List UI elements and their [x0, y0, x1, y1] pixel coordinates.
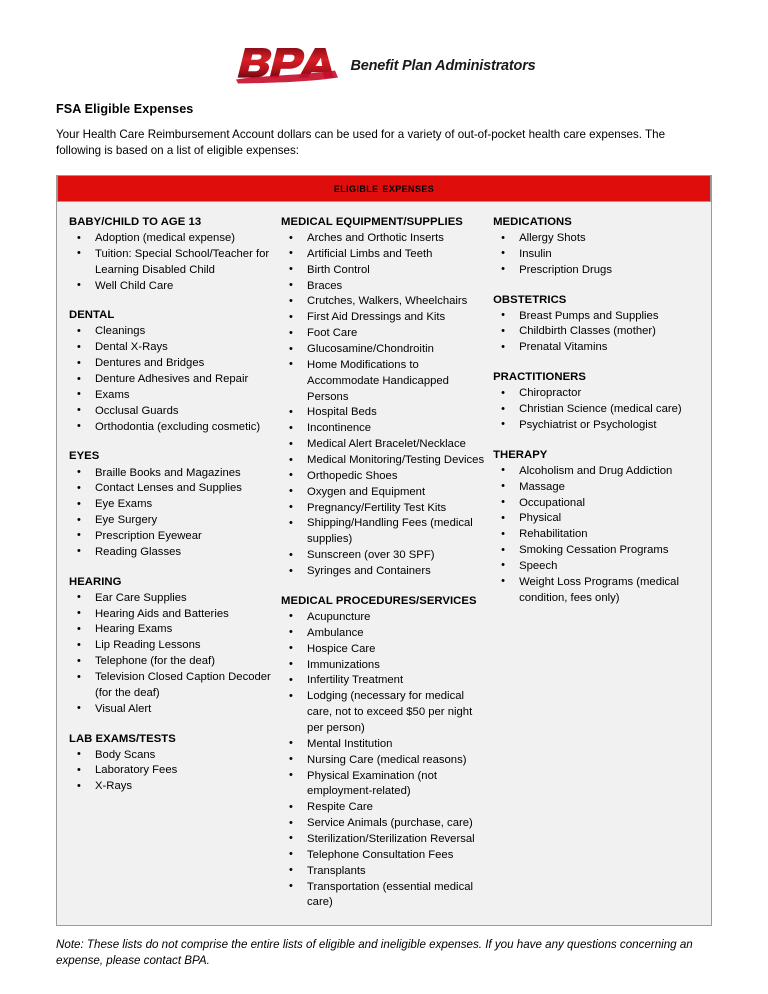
- list-item: • Braille Books and Magazines: [67, 466, 273, 482]
- list-item: • Hospital Beds: [279, 405, 485, 421]
- list-item: • Contact Lenses and Supplies: [67, 481, 273, 497]
- category-block: [67, 448, 273, 560]
- category-item-list: [67, 466, 273, 561]
- list-item: • Reading Glasses: [67, 545, 273, 561]
- category-heading: THERAPY: [493, 448, 548, 461]
- list-item: • Hearing Aids and Batteries: [67, 607, 273, 623]
- list-item: • Glucosamine/Chondroitin: [279, 342, 485, 358]
- category-block: [67, 574, 273, 718]
- brand-tagline: Benefit Plan Administrators: [350, 58, 536, 74]
- list-item: • Syringes and Containers: [279, 564, 485, 580]
- list-item: • Cleanings: [67, 324, 273, 340]
- list-item: • Acupuncture: [279, 610, 485, 626]
- list-item: • Prescription Drugs: [491, 263, 701, 279]
- list-item: • Arches and Orthotic Inserts: [279, 231, 485, 247]
- list-item: • Denture Adhesives and Repair: [67, 372, 273, 388]
- category-block: [279, 214, 485, 580]
- list-item: • Television Closed Caption Decoder (for the deaf): [67, 670, 273, 702]
- intro-paragraph: Your Health Care Reimbursement Account dollars can be used for a variety of out-of-pocket health care expenses. The following is based on a list of eligible expenses:: [56, 128, 666, 157]
- list-item: • Psychiatrist or Psychologist: [491, 418, 701, 434]
- page-body: [0, 102, 768, 970]
- category-heading: BABY/CHILD TO AGE 13: [69, 215, 202, 228]
- expenses-column-2: [279, 214, 491, 911]
- category-block: [279, 593, 485, 911]
- page-title: FSA Eligible Expenses: [56, 102, 194, 116]
- list-item: • Childbirth Classes (mother): [491, 324, 701, 340]
- list-item: • Physical Examination (not employment-related): [279, 769, 485, 801]
- list-item: • Ambulance: [279, 626, 485, 642]
- list-item: • Medical Alert Bracelet/Necklace: [279, 437, 485, 453]
- list-item: • Eye Surgery: [67, 513, 273, 529]
- list-item: • Dentures and Bridges: [67, 356, 273, 372]
- list-item: • Orthodontia (excluding cosmetic): [67, 420, 273, 436]
- list-item: • Sterilization/Sterilization Reversal: [279, 832, 485, 848]
- footer-note: Note: These lists do not comprise the entire lists of eligible and ineligible expenses. If you have any questions concerning an expense, please contact BPA.: [56, 938, 693, 968]
- table-columns: [57, 202, 711, 925]
- category-block: [67, 307, 273, 435]
- list-item: • Adoption (medical expense): [67, 231, 273, 247]
- list-item: • Foot Care: [279, 326, 485, 342]
- list-item: • Mental Institution: [279, 737, 485, 753]
- category-heading: MEDICAL EQUIPMENT/SUPPLIES: [281, 215, 463, 228]
- bpa-logo-icon: [232, 44, 344, 84]
- eligible-expenses-table: [56, 175, 712, 926]
- category-item-list: [67, 231, 273, 294]
- list-item: • Christian Science (medical care): [491, 402, 701, 418]
- category-block: [67, 214, 273, 294]
- category-item-list: [67, 748, 273, 796]
- category-item-list: [491, 309, 701, 357]
- category-heading: LAB EXAMS/TESTS: [69, 732, 176, 745]
- list-item: • Infertility Treatment: [279, 673, 485, 689]
- list-item: • Occlusal Guards: [67, 404, 273, 420]
- list-item: • Oxygen and Equipment: [279, 485, 485, 501]
- list-item: • Prenatal Vitamins: [491, 340, 701, 356]
- list-item: • Sunscreen (over 30 SPF): [279, 548, 485, 564]
- list-item: • Chiropractor: [491, 386, 701, 402]
- table-header-label: eligible expenses: [333, 181, 435, 196]
- category-item-list: [491, 386, 701, 434]
- category-heading: MEDICAL PROCEDURES/SERVICES: [281, 594, 477, 607]
- expenses-column-1: [67, 214, 279, 795]
- list-item: • Home Modifications to Accommodate Handicapped Persons: [279, 358, 485, 406]
- list-item: • Body Scans: [67, 748, 273, 764]
- list-item: • Prescription Eyewear: [67, 529, 273, 545]
- list-item: • Lodging (necessary for medical care, not to exceed $50 per night per person): [279, 689, 485, 737]
- list-item: • Telephone Consultation Fees: [279, 848, 485, 864]
- category-heading: EYES: [69, 450, 100, 463]
- list-item: • Crutches, Walkers, Wheelchairs: [279, 294, 485, 310]
- list-item: • First Aid Dressings and Kits: [279, 310, 485, 326]
- list-item: • Medical Monitoring/Testing Devices: [279, 453, 485, 469]
- category-heading: OBSTETRICS: [493, 293, 567, 306]
- list-item: • Respite Care: [279, 800, 485, 816]
- list-item: • Transplants: [279, 864, 485, 880]
- category-heading: MEDICATIONS: [493, 215, 572, 228]
- list-item: • Allergy Shots: [491, 231, 701, 247]
- list-item: • Shipping/Handling Fees (medical supplies): [279, 516, 485, 548]
- list-item: • Telephone (for the deaf): [67, 654, 273, 670]
- category-block: [491, 214, 701, 279]
- list-item: • Eye Exams: [67, 497, 273, 513]
- list-item: • Immunizations: [279, 658, 485, 674]
- category-item-list: [491, 231, 701, 279]
- list-item: • Service Animals (purchase, care): [279, 816, 485, 832]
- list-item: • Braces: [279, 279, 485, 295]
- list-item: • Alcoholism and Drug Addiction: [491, 464, 701, 480]
- list-item: • Rehabilitation: [491, 527, 701, 543]
- list-item: • Artificial Limbs and Teeth: [279, 247, 485, 263]
- list-item: • Smoking Cessation Programs: [491, 543, 701, 559]
- list-item: • Visual Alert: [67, 702, 273, 718]
- category-block: [491, 292, 701, 357]
- expenses-column-3: [491, 214, 701, 607]
- category-block: [67, 731, 273, 796]
- category-block: [491, 447, 701, 607]
- list-item: • Lip Reading Lessons: [67, 638, 273, 654]
- list-item: • Weight Loss Programs (medical condition, fees only): [491, 575, 701, 607]
- list-item: • Pregnancy/Fertility Test Kits: [279, 501, 485, 517]
- category-heading: HEARING: [69, 575, 122, 588]
- category-item-list: [67, 591, 273, 718]
- list-item: • Incontinence: [279, 421, 485, 437]
- brand-header: [0, 0, 768, 84]
- list-item: • Laboratory Fees: [67, 763, 273, 779]
- list-item: • Birth Control: [279, 263, 485, 279]
- list-item: • Well Child Care: [67, 279, 273, 295]
- category-item-list: [279, 231, 485, 580]
- list-item: • Breast Pumps and Supplies: [491, 309, 701, 325]
- list-item: • X-Rays: [67, 779, 273, 795]
- list-item: • Hearing Exams: [67, 622, 273, 638]
- table-header-banner: [57, 175, 711, 202]
- category-block: [491, 369, 701, 434]
- list-item: • Massage: [491, 480, 701, 496]
- list-item: • Physical: [491, 511, 701, 527]
- list-item: • Orthopedic Shoes: [279, 469, 485, 485]
- list-item: • Nursing Care (medical reasons): [279, 753, 485, 769]
- list-item: • Hospice Care: [279, 642, 485, 658]
- category-item-list: [67, 324, 273, 435]
- list-item: • Transportation (essential medical care): [279, 880, 485, 912]
- category-heading: DENTAL: [69, 309, 115, 322]
- logo-lockup: [232, 44, 535, 84]
- list-item: • Dental X-Rays: [67, 340, 273, 356]
- list-item: • Exams: [67, 388, 273, 404]
- list-item: • Tuition: Special School/Teacher for Learning Disabled Child: [67, 247, 273, 279]
- list-item: • Speech: [491, 559, 701, 575]
- list-item: • Occupational: [491, 496, 701, 512]
- list-item: • Insulin: [491, 247, 701, 263]
- category-item-list: [279, 610, 485, 911]
- category-heading: PRACTITIONERS: [493, 371, 586, 384]
- category-item-list: [491, 464, 701, 607]
- list-item: • Ear Care Supplies: [67, 591, 273, 607]
